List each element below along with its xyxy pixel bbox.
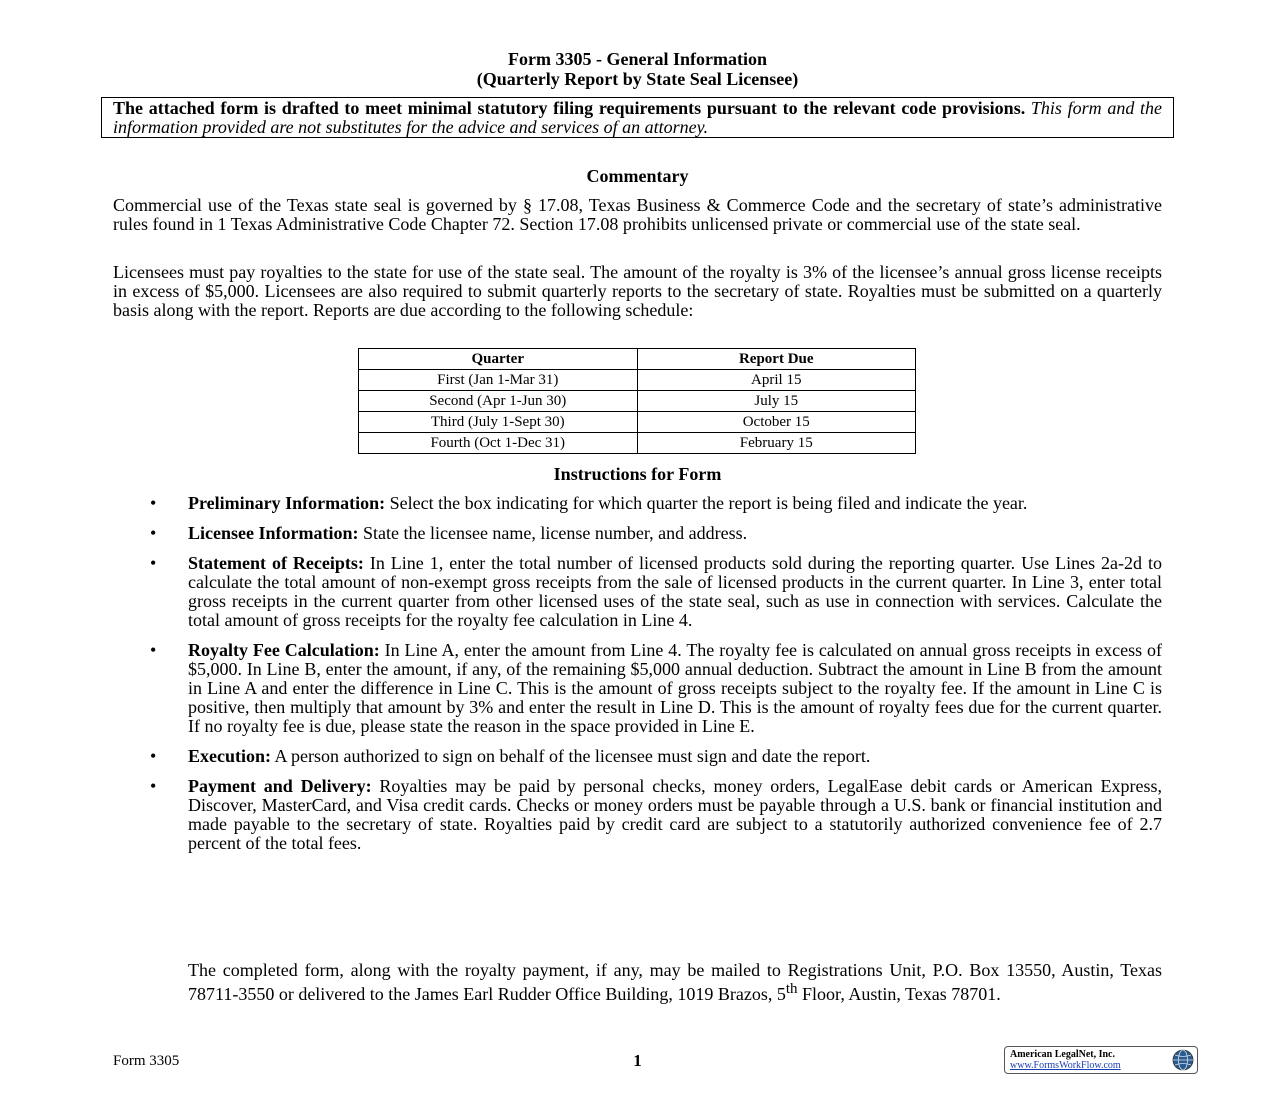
- instruction-label: Royalty Fee Calculation:: [188, 640, 380, 660]
- instruction-text: In Line 1, enter the total number of licensed products sold during the reporting quarter. Use Lines 2a-2d to calculate the total amount of non-exempt gross receipts from the sale of licensed products in the current quarter. In Line 3, enter total gross receipts in the current quarter from other licensed uses of the state seal, such as use in connection with services. Calculate the total amount of gross receipts for the royalty fee calculation in Line 4.: [188, 553, 1162, 630]
- column-header-quarter: Quarter: [359, 349, 638, 370]
- instruction-label: Statement of Receipts:: [188, 553, 364, 573]
- instruction-text: In Line A, enter the amount from Line 4. The royalty fee is calculated on annual gross receipts in excess of $5,000. In Line B, enter the amount, if any, of the remaining $5,000 annual deduction. Subtract the amount in Line B from the amount in Line A and enter the difference in Line C. This is the amount of gross receipts subject to the royalty fee. If the amount in Line C is positive, then multiply that amount by 3% and enter the result in Line D. This is the amount of royalty fees due for the current quarter. If no royalty fee is due, please state the reason in the space provided in Line E.: [188, 640, 1162, 736]
- list-item: [113, 524, 1162, 543]
- instruction-label: Licensee Information:: [188, 523, 359, 543]
- table-row: [359, 391, 916, 412]
- column-header-report-due: Report Due: [637, 349, 916, 370]
- table-row: [359, 370, 916, 391]
- commentary-paragraph-2: Licensees must pay royalties to the state for use of the state seal. The amount of the royalty is 3% of the licensee’s annual gross license receipts in excess of $5,000. Licensees are also required to submit quarterly reports to the secretary of state. Royalties must be submitted on a quarterly basis along with the report. Reports are due according to the following schedule:: [113, 262, 1162, 320]
- list-item: [113, 554, 1162, 630]
- instruction-label: Preliminary Information:: [188, 493, 386, 513]
- commentary-heading: Commentary: [586, 166, 689, 186]
- page-number: 1: [633, 1051, 642, 1070]
- instruction-text: Select the box indicating for which quarter the report is being filed and indicate the year.: [385, 493, 1028, 513]
- instruction-text: State the licensee name, license number, and address.: [358, 523, 748, 543]
- bullet-icon: •: [150, 553, 157, 573]
- closing-superscript: th: [785, 981, 798, 997]
- bullet-icon: •: [150, 493, 157, 513]
- report-due-cell: October 15: [637, 412, 916, 433]
- table-header-row: [359, 349, 916, 370]
- footer-form-label: Form 3305: [113, 1053, 180, 1069]
- disclaimer-italic-text: This form and the information provided are not substitutes for the advice and services of an attorney.: [113, 98, 1162, 137]
- list-item: [113, 494, 1162, 513]
- bullet-icon: •: [150, 523, 157, 543]
- instructions-list: [113, 494, 1162, 864]
- quarter-cell: Third (July 1-Sept 30): [359, 412, 638, 433]
- document-title: Form 3305 - General Information: [508, 49, 767, 69]
- logo-company-name: American LegalNet, Inc.: [1010, 1049, 1115, 1060]
- report-due-cell: July 15: [637, 391, 916, 412]
- closing-text-end: Floor, Austin, Texas 78701.: [797, 984, 1001, 1004]
- bullet-icon: •: [150, 640, 157, 660]
- instruction-text: Royalties may be paid by personal checks, money orders, LegalEase debit cards or American Express, Discover, MasterCard, and Visa credit cards. Checks or money orders must be payable through a U.S. bank or financial institution and made payable to the secretary of state. Royalties paid by credit card are subject to a statutorily authorized convenience fee of 2.7 percent of the total fees.: [188, 776, 1162, 853]
- document-header: [0, 49, 1275, 89]
- instructions-heading: Instructions for Form: [553, 464, 722, 484]
- quarter-cell: First (Jan 1-Mar 31): [359, 370, 638, 391]
- table-row: [359, 412, 916, 433]
- report-schedule-table: [358, 348, 916, 454]
- quarter-cell: Fourth (Oct 1-Dec 31): [359, 433, 638, 454]
- list-item: [113, 747, 1162, 766]
- globe-icon: [1172, 1049, 1194, 1071]
- instruction-text: A person authorized to sign on behalf of the licensee must sign and date the report.: [271, 746, 871, 766]
- report-due-cell: February 15: [637, 433, 916, 454]
- disclaimer-bold-text: The attached form is drafted to meet minimal statutory filing requirements pursuant to the relevant code provisions.: [113, 98, 1026, 118]
- quarter-cell: Second (Apr 1-Jun 30): [359, 391, 638, 412]
- closing-text: The completed form, along with the royalty payment, if any, may be mailed to Registrations Unit, P.O. Box 13550, Austin, Texas 78711-3550 or delivered to the James Earl Rudder Office Building, 1019 Brazos, 5: [188, 960, 1162, 1004]
- report-due-cell: April 15: [637, 370, 916, 391]
- legalnet-logo[interactable]: [1004, 1046, 1198, 1074]
- instruction-label: Payment and Delivery:: [188, 776, 372, 796]
- commentary-paragraph-1: Commercial use of the Texas state seal is governed by § 17.08, Texas Business & Commerce Code and the secretary of state’s administrative rules found in 1 Texas Administrative Code Chapter 72. Section 17.08 prohibits unlicensed private or commercial use of the state seal.: [113, 195, 1162, 234]
- disclaimer-box: [101, 97, 1174, 138]
- logo-website-link[interactable]: www.FormsWorkFlow.com: [1010, 1060, 1121, 1071]
- list-item: [113, 641, 1162, 736]
- bullet-icon: •: [150, 746, 157, 766]
- closing-paragraph: [188, 961, 1162, 1004]
- list-item: [113, 777, 1162, 853]
- table-row: [359, 433, 916, 454]
- bullet-icon: •: [150, 776, 157, 796]
- instruction-label: Execution:: [188, 746, 271, 766]
- document-subtitle: (Quarterly Report by State Seal Licensee): [476, 69, 799, 89]
